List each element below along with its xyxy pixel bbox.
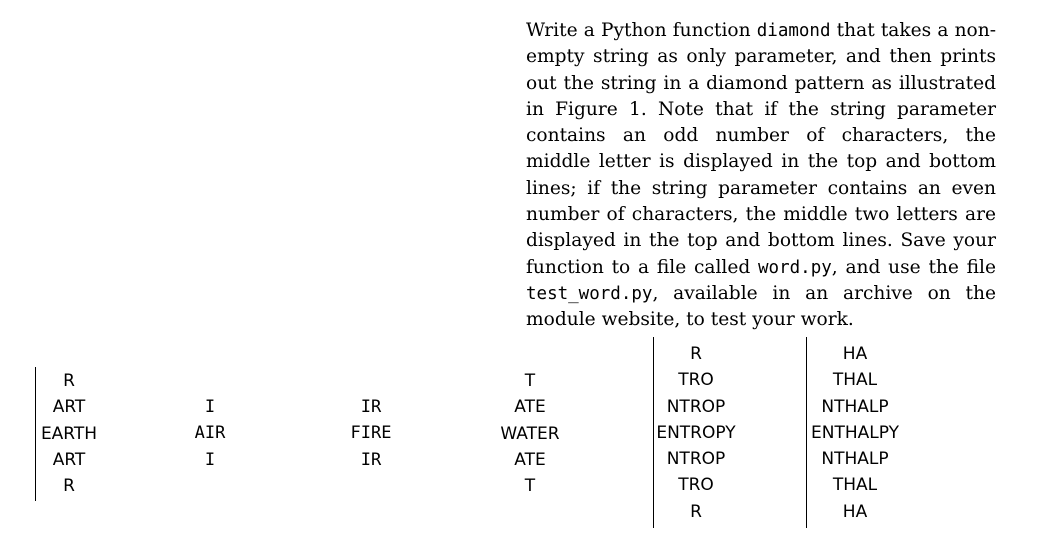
diamond-line: IR [360, 449, 382, 470]
diamond-line: ART [52, 397, 86, 418]
diamond-line: THAL [832, 370, 878, 391]
diamond-line: ATE [514, 397, 546, 418]
diamond-line: TRO [678, 370, 714, 391]
diamond-line: TRO [678, 475, 714, 496]
diamond-line: WATER [500, 423, 560, 444]
diamond-line: I [204, 397, 216, 417]
text-part-2: that takes a non-empty string as only parameter, and then prints out the string in a diamond pattern as illustrated in Figure 1. Note that if the string parameter contains an odd number of characters, the middle letter is displayed in the top and bottom lines; if the string parameter contains an even number of characters, the middle two letters are displayed in the top and bottom lines. Save your function to a file called [526, 20, 997, 278]
diamond-line: ATE [514, 449, 546, 470]
diamond-line: NTHALP [821, 449, 889, 470]
diamond-line: NTHALP [821, 396, 889, 417]
code-diamond: diamond [756, 21, 831, 41]
text-part-1: Write a Python function [526, 20, 757, 41]
diamond-line: R [690, 344, 702, 364]
diamond-line: FIRE [350, 423, 392, 444]
diamond-line: NTROP [666, 396, 726, 417]
code-word-py: word.py [758, 257, 832, 278]
diamond-earth [38, 368, 100, 499]
text-part-4: , available in an archive on the module website, to test your work. [526, 282, 996, 331]
diamond-line: R [690, 501, 702, 522]
diamond-line: IR [360, 397, 382, 417]
diamond-line: ENTROPY [656, 422, 736, 443]
diamond-line: R [63, 476, 75, 497]
diamond-line: HA [842, 501, 868, 522]
diamond-line: I [204, 449, 216, 470]
diamond-air [180, 394, 240, 473]
diamond-line: T [524, 476, 536, 497]
diamond-line: EARTH [40, 423, 98, 444]
diamond-line: THAL [832, 475, 878, 496]
diamond-entropy [654, 341, 738, 525]
diamond-line: R [63, 371, 75, 391]
diamond-enthalpy [807, 341, 903, 525]
diamond-line: T [524, 371, 536, 391]
code-test-word-py: test_word.py [526, 283, 653, 304]
diamond-line: HA [842, 344, 868, 364]
diamond-water [495, 368, 565, 499]
diamond-line: ENTHALPY [811, 422, 899, 443]
diamond-fire [336, 394, 406, 473]
text-part-3: , and use the file [831, 256, 996, 278]
diamond-line: AIR [194, 423, 226, 444]
diamond-line: ART [52, 449, 86, 470]
divider-rule-1 [35, 367, 36, 501]
diamond-line: NTROP [666, 449, 726, 470]
